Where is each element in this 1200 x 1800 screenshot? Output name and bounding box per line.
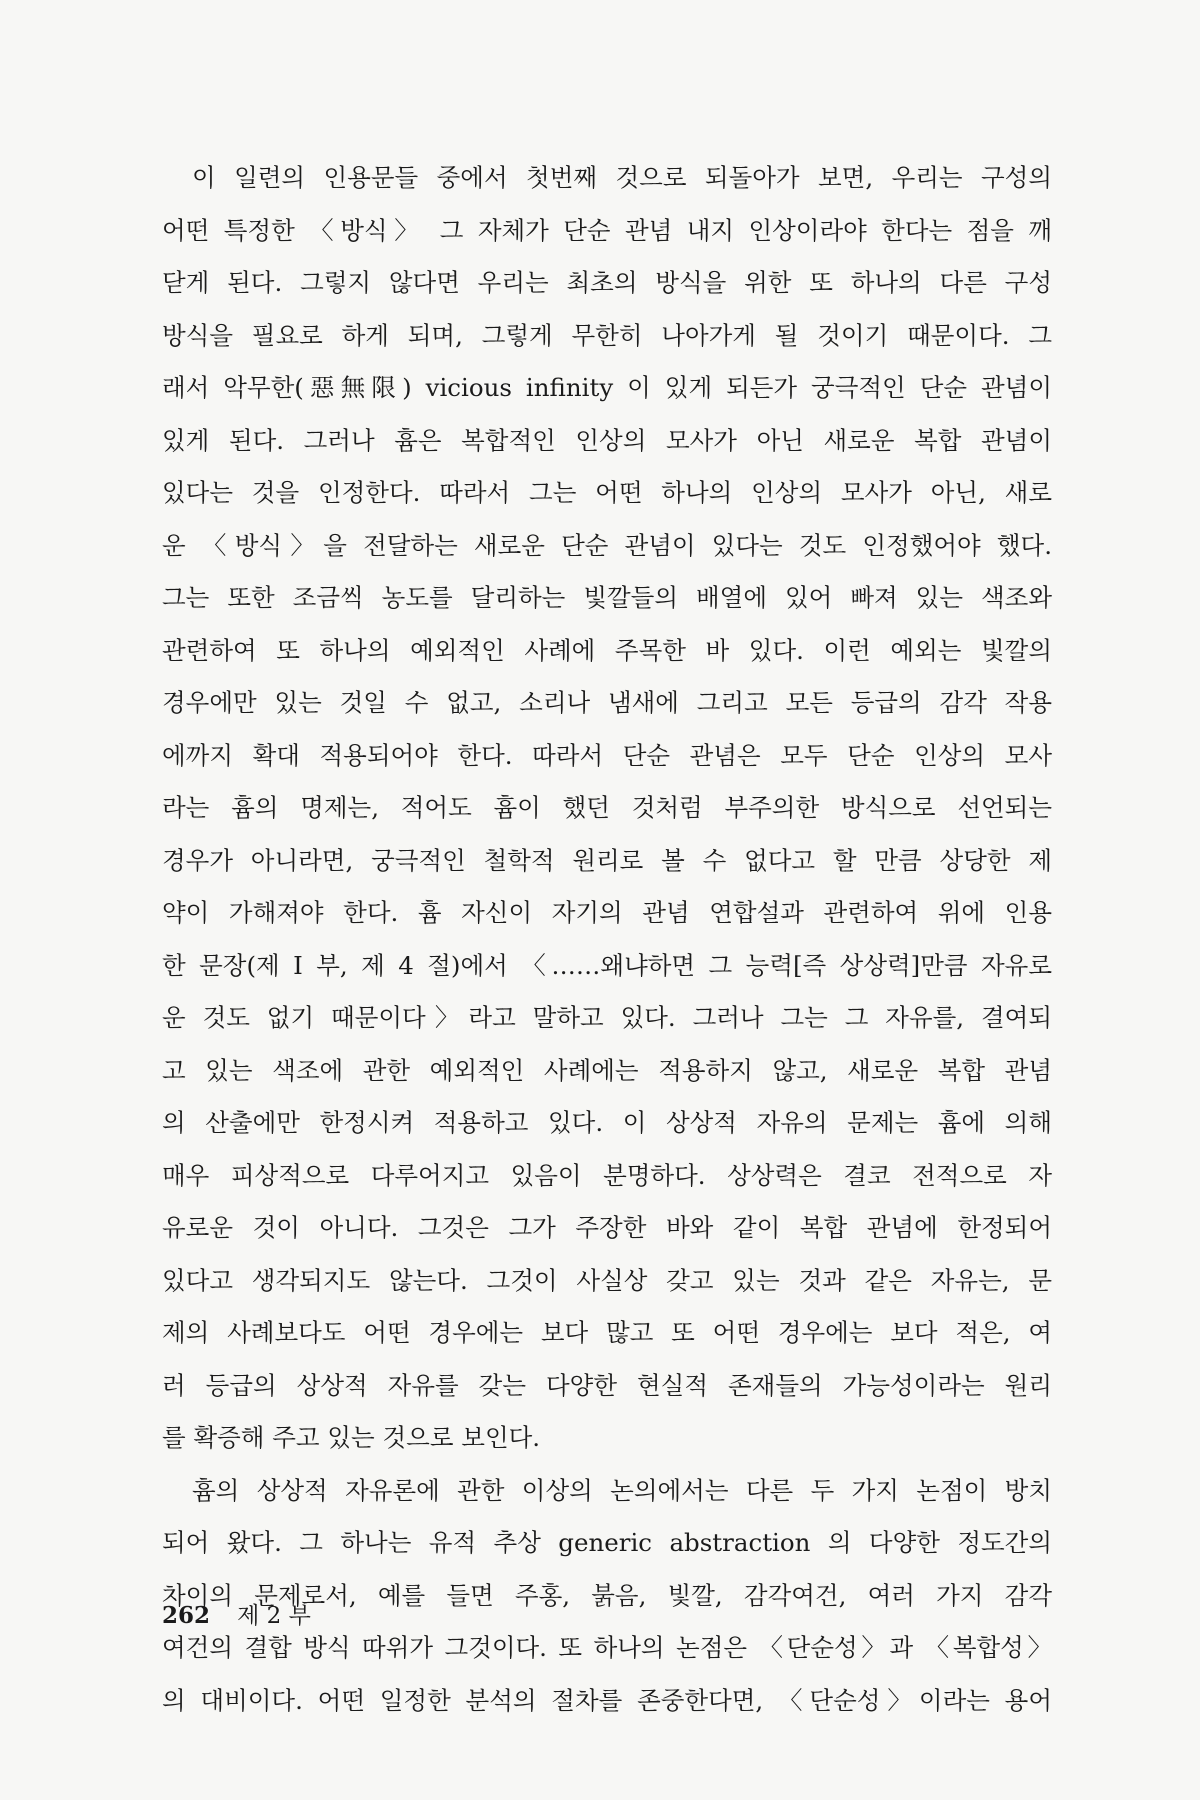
text-line: 의 산출에만 한정시켜 적용하고 있다. 이 상상적 자유의 문제는 흄에 의해: [162, 1108, 1052, 1137]
text-line: 있다는 것을 인정한다. 따라서 그는 어떤 하나의 인상의 모사가 아닌, 새로: [162, 478, 1052, 507]
text-line: 경우가 아니라면, 궁극적인 철학적 원리로 볼 수 없다고 할 만큼 상당한 제: [162, 845, 1052, 875]
text-line: 운 〈방식〉을 전달하는 새로운 단순 관념이 있다는 것도 인정했어야 했다.: [162, 530, 1052, 560]
text-line: 어떤 특정한 〈방식〉 그 자체가 단순 관념 내지 인상이라야 한다는 점을 깨: [162, 215, 1052, 245]
text-line: 그는 또한 조금씩 농도를 달리하는 빛깔들의 배열에 있어 빠져 있는 색조와: [162, 583, 1052, 612]
text-line: 래서 악무한(惡無限) vicious infinity 이 있게 되든가 궁극적인 단순 관념이: [162, 373, 1052, 402]
text-line: 의 대비이다. 어떤 일정한 분석의 절차를 존중한다면, 〈단순성〉이라는 용어: [162, 1685, 1052, 1715]
text-line: 유로운 것이 아니다. 그것은 그가 주장한 바와 같이 복합 관념에 한정되어: [162, 1213, 1052, 1242]
text-line: 방식을 필요로 하게 되며, 그렇게 무한히 나아가게 될 것이기 때문이다. 그: [162, 320, 1052, 350]
text-line: 러 등급의 상상적 자유를 갖는 다양한 현실적 존재들의 가능성이라는 원리: [162, 1370, 1052, 1400]
text-line: 되어 왔다. 그 하나는 유적 추상 generic abstraction 의 다양한 정도간의: [162, 1528, 1052, 1557]
text-line: 닫게 된다. 그렇지 않다면 우리는 최초의 방식을 위한 또 하나의 다른 구성: [162, 268, 1052, 297]
text-line: 여건의 결합 방식 따위가 그것이다. 또 하나의 논점은 〈단순성〉과 〈복합성〉: [162, 1633, 1052, 1662]
text-line: 운 것도 없기 때문이다〉라고 말하고 있다. 그러나 그는 그 자유를, 결여되: [162, 1003, 1052, 1032]
text-line: 에까지 확대 적용되어야 한다. 따라서 단순 관념은 모두 단순 인상의 모사: [162, 740, 1052, 770]
page-footer: [162, 1597, 311, 1630]
page-number: 262: [162, 1602, 211, 1629]
body-text: [162, 152, 1052, 1727]
text-line: 매우 피상적으로 다루어지고 있음이 분명하다. 상상력은 결코 전적으로 자: [162, 1160, 1052, 1190]
text-line: 약이 가해져야 한다. 흄 자신이 자기의 관념 연합설과 관련하여 위에 인용: [162, 898, 1052, 927]
text-line: 제의 사례보다도 어떤 경우에는 보다 많고 또 어떤 경우에는 보다 적은, 여: [162, 1318, 1052, 1347]
part-label: 제 2 부: [237, 1603, 311, 1629]
text-line: 관련하여 또 하나의 예외적인 사례에 주목한 바 있다. 이런 예외는 빛깔의: [162, 635, 1052, 665]
text-line: 이 일련의 인용문들 중에서 첫번째 것으로 되돌아가 보면, 우리는 구성의: [192, 163, 1052, 192]
text-line: 한 문장(제 I 부, 제 4 절)에서 〈……왜냐하면 그 능력[즉 상상력]만큼 자유로: [162, 950, 1052, 980]
text-line: 를 확증해 주고 있는 것으로 보인다.: [162, 1423, 541, 1452]
text-line: 있게 된다. 그러나 흄은 복합적인 인상의 모사가 아닌 새로운 복합 관념이: [162, 425, 1052, 455]
text-line: 고 있는 색조에 관한 예외적인 사례에는 적용하지 않고, 새로운 복합 관념: [162, 1055, 1052, 1085]
text-line: 라는 흄의 명제는, 적어도 흄이 했던 것처럼 부주의한 방식으로 선언되는: [162, 793, 1052, 822]
text-line: 차이의 문제로서, 예를 들면 주홍, 붉음, 빛깔, 감각여건, 여러 가지 감각: [162, 1580, 1052, 1610]
text-line: 흄의 상상적 자유론에 관한 이상의 논의에서는 다른 두 가지 논점이 방치: [192, 1475, 1052, 1505]
text-line: 있다고 생각되지도 않는다. 그것이 사실상 갖고 있는 것과 같은 자유는, 문: [162, 1265, 1052, 1295]
text-line: 경우에만 있는 것일 수 없고, 소리나 냄새에 그리고 모든 등급의 감각 작용: [162, 688, 1052, 717]
